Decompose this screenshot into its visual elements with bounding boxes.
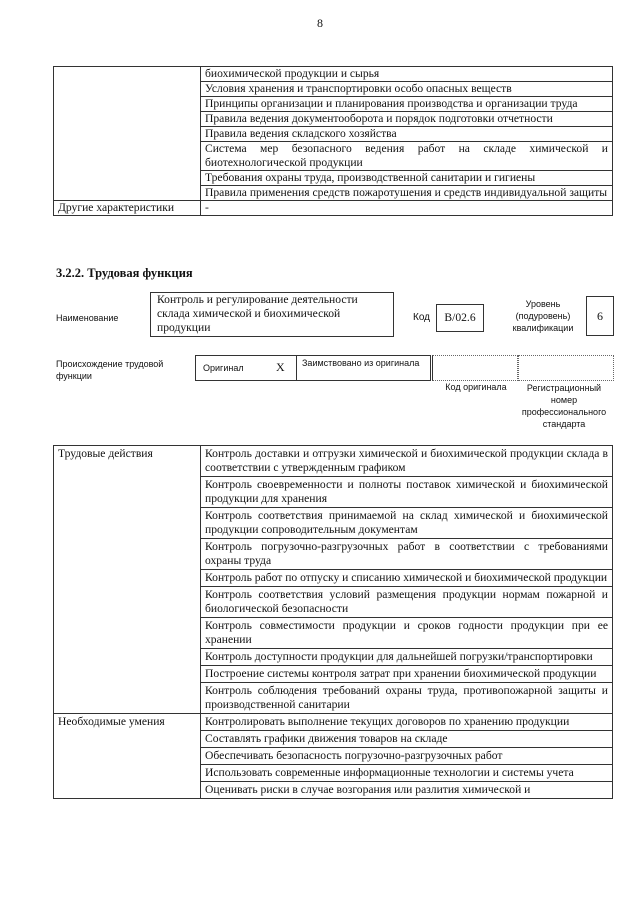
original-label: Оригинал — [203, 363, 244, 373]
table-cell: Контроль совместимости продукции и сроков годности продукции при ее хранении — [201, 618, 613, 649]
function-name-box — [150, 292, 394, 337]
table-cell: Система мер безопасного ведения работ на складе химической и биотехнологической продукции — [201, 142, 613, 171]
table-cell: Принципы организации и планирования производства и организации труда — [201, 97, 613, 112]
table-cell: Контролировать выполнение текущих договоров по хранению продукции — [201, 714, 613, 731]
table-row — [54, 201, 613, 216]
level-label: Уровень (подуровень) квалификации — [512, 299, 574, 333]
table-cell: Контроль работ по отпуску и списанию химической и биохимической продукции — [201, 570, 613, 587]
table-cell: Оценивать риски в случае возгорания или разлития химической и — [201, 782, 613, 799]
other-characteristics-value: - — [201, 201, 613, 216]
table-cell: Контроль соответствия принимаемой на склад химической и биохимической продукции сопроводительным документам — [201, 508, 613, 539]
skills-label: Необходимые умения — [54, 714, 201, 799]
reg-number-box — [518, 355, 614, 381]
table-cell: Контроль погрузочно-разгрузочных работ в соответствии с требованиями охраны труда — [201, 539, 613, 570]
borrowed-label: Заимствовано из оригинала — [302, 358, 420, 368]
original-mark: X — [276, 360, 285, 374]
level-value: 6 — [586, 296, 614, 336]
table-cell: Обеспечивать безопасность погрузочно-разгрузочных работ — [201, 748, 613, 765]
table-cell: Условия хранения и транспортировки особо опасных веществ — [201, 82, 613, 97]
function-name: Контроль и регулирование деятельности склада химической и биохимической продукции — [157, 293, 358, 334]
code-label: Код — [413, 312, 431, 323]
table-cell: Контроль соблюдения требований охраны труда, противопожарной защиты и производственной санитарии — [201, 683, 613, 714]
table-cell: биохимической продукции и сырья — [201, 67, 613, 82]
table-cell: Правила ведения документооборота и порядок подготовки отчетности — [201, 112, 613, 127]
table-cell: Построение системы контроля затрат при хранении биохимической продукции — [201, 666, 613, 683]
table-cell: Требования охраны труда, производственной санитарии и гигиены — [201, 171, 613, 186]
knowledge-table — [53, 66, 613, 216]
table-cell: Контроль доступности продукции для дальнейшей погрузки/транспортировки — [201, 649, 613, 666]
origin-label: Происхождение трудовой функции — [56, 359, 164, 381]
actions-table — [53, 445, 613, 799]
name-label: Наименование — [56, 313, 119, 323]
code-original-box — [432, 355, 518, 381]
table-cell: Правила ведения складского хозяйства — [201, 127, 613, 142]
borrowed-box — [296, 355, 431, 381]
other-characteristics-label: Другие характеристики — [54, 201, 201, 216]
actions-label: Трудовые действия — [54, 446, 201, 714]
table-cell: Контроль своевременности и полноты поставок химической и биохимической продукции для хранения — [201, 477, 613, 508]
table-cell: Правила применения средств пожаротушения и средств индивидуальной защиты — [201, 186, 613, 201]
page-number: 8 — [317, 16, 323, 30]
table-row — [54, 67, 613, 82]
table-cell: Контроль доставки и отгрузки химической и биохимической продукции склада в соответствии с утвержденным графиком — [201, 446, 613, 477]
knowledge-label-cell — [54, 67, 201, 201]
table-row — [54, 714, 613, 731]
code-value: В/02.6 — [436, 304, 484, 332]
reg-number-label: Регистрационный номер профессионального стандарта — [521, 383, 607, 429]
table-row — [54, 446, 613, 477]
original-box — [195, 355, 297, 381]
table-cell: Контроль соответствия условий размещения продукции нормам пожарной и биологической безопасности — [201, 587, 613, 618]
table-cell: Использовать современные информационные технологии и системы учета — [201, 765, 613, 782]
code-original-label: Код оригинала — [445, 382, 507, 392]
section-heading: 3.2.2. Трудовая функция — [56, 266, 193, 280]
table-cell: Составлять графики движения товаров на складе — [201, 731, 613, 748]
